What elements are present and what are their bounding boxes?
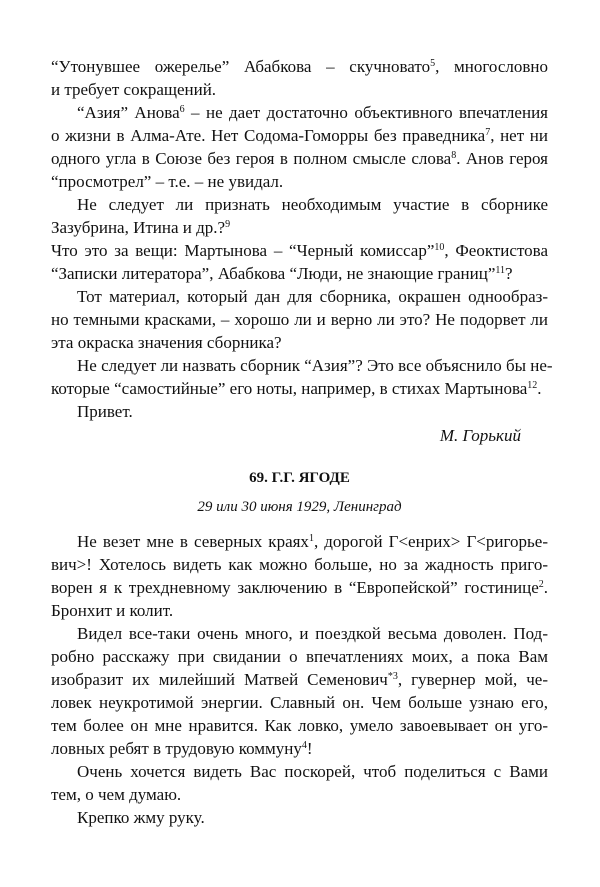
text-line: изобразит их милейший Матвей Семенович$^{*3}$, гувернер мой, че- [51,670,548,689]
text-line: Тот материал, который дан для сборника, окрашен однообраз- [77,287,548,306]
text-line: Видел все-таки очень много, и поездкой весьма доволен. Под- [77,624,548,643]
letter-dateline: 29 или 30 июня 1929, Ленинград [197,499,402,515]
text-line: Крепко жму руку. [77,808,205,827]
letter-heading: 69. Г.Г. ЯГОДЕ [249,470,350,486]
text-line: эта окраска значения сборника? [51,333,282,352]
text-line: “просмотрел” – т.е. – не увидал. [51,172,284,191]
text-line: Не следует ли назвать сборник “Азия”? Это все объяснило бы не- [77,356,553,375]
text-line: одного угла в Союзе без героя в полном смысле слова$^8$. Анов героя [51,149,548,168]
text-line: Привет. [77,402,133,421]
text-line: Бронхит и колит. [51,601,174,620]
signature-gorky: М. Горький [439,426,521,445]
text-line: и требует сокращений. [51,80,217,99]
text-line: “Утонувшее ожерелье” Абабкова – скучновато$^5$, многословно [51,57,549,76]
text-line: ловных ребят в трудовую коммуну$^4$! [51,739,313,758]
text-line: Очень хочется видеть Вас поскорей, чтоб поделиться с Вами [77,762,548,781]
text-line: Не следует ли признать необходимым участие в сборнике [77,195,548,214]
text-line: тем, о чем думаю. [51,785,182,804]
text-line: ловек неукротимой энергии. Славный он. Чем больше узнаю его, [51,693,548,712]
text-line: о жизни в Алма-Ате. Нет Содома-Гоморры без праведника$^7$, нет ни [51,126,548,145]
text-line: “Записки литератора”, Абабкова “Люди, не знающие границ”$^{11}$? [51,264,513,283]
text-line: но темными красками, – хорошо ли и верно ли это? Не подорвет ли [51,310,548,329]
text-line: вич>! Хотелось видеть как можно больше, но за жадность приго- [51,555,548,574]
text-line: Зазубрина, Итина и др.?$^9$ [51,218,231,237]
text-line: Что это за вещи: Мартынова – “Черный комиссар”$^{10}$, Феоктистова [51,241,548,260]
text-line: робно расскажу при свидании о впечатлениях моих, а пока Вам [51,647,548,666]
text-line: “Азия” Анова$^6$ – не дает достаточно объективного впечатления [77,103,548,122]
text-line: тем более он мне нравится. Как ловко, умело завоевывает он уго- [51,716,548,735]
text-line: которые “самостийные” его ноты, например, в стихах Мартынова$^{12}$. [51,379,542,398]
text-line: Не везет мне в северных краях$^1$, дорогой Г<енрих> Г<ригорье- [77,532,548,551]
text-line: ворен я к трехдневному заключению в “Европейской” гостинице$^2$. [51,578,548,597]
